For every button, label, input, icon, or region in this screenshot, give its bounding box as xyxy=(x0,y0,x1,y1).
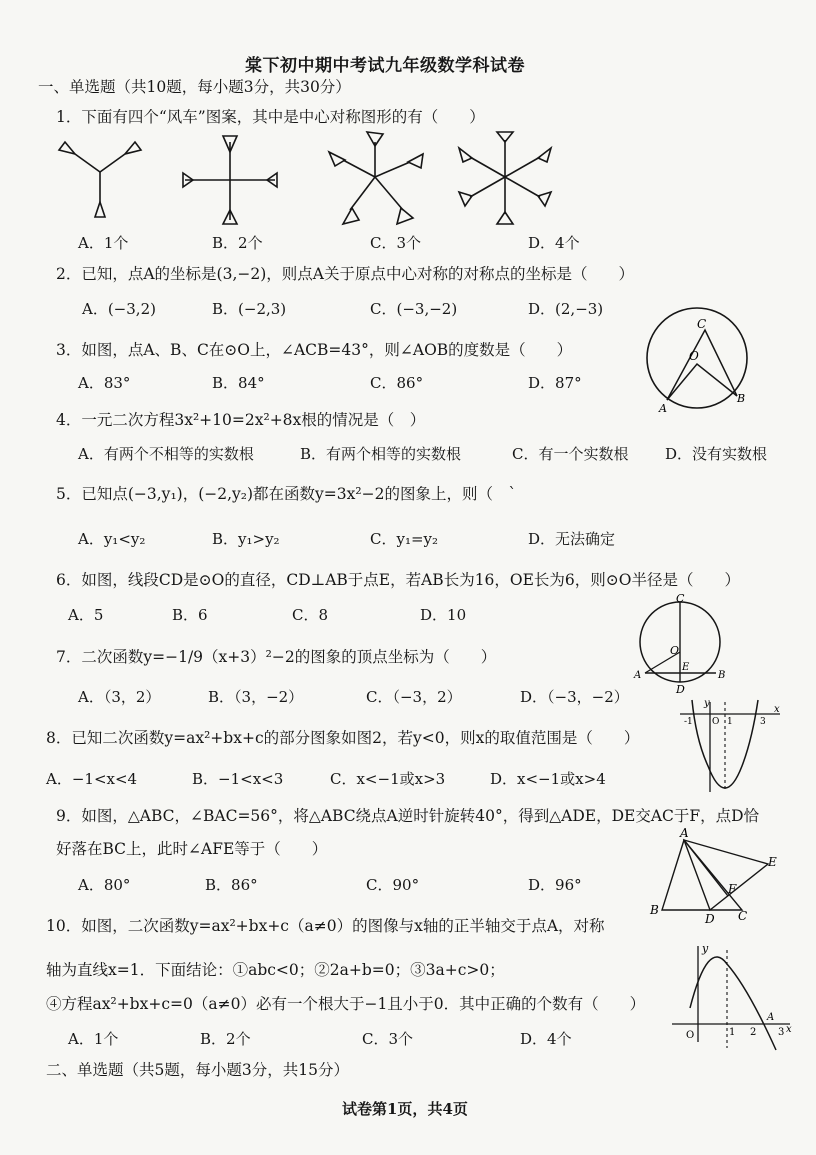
q1-option-b: B．2个 xyxy=(212,234,263,252)
q10-option-a: A．1个 xyxy=(68,1030,119,1048)
q10-label-y: y xyxy=(702,942,709,955)
q8-option-c: C．x<−1或x>3 xyxy=(330,770,446,788)
q1-pinwheel-figures xyxy=(45,132,605,232)
q9-label-d: D xyxy=(705,912,715,926)
q6-label-b: B xyxy=(718,670,726,681)
q5-option-d: D．无法确定 xyxy=(528,530,616,548)
q9-option-b: B．86° xyxy=(205,876,258,894)
q9-label-f: F xyxy=(728,882,737,896)
page-footer: 试卷第1页，共4页 xyxy=(342,1100,468,1118)
q10-label-1: 1 xyxy=(729,1027,736,1038)
q2-option-d: D．(2,−3) xyxy=(528,300,604,318)
q9-stem-line1: 9．如图，△ABC，∠BAC=56°，将△ABC绕点A逆时针旋转40°，得到△ADE，DE交AC于F，点D恰 xyxy=(56,807,760,825)
q4-option-b: B．有两个相等的实数根 xyxy=(300,445,462,463)
q6-label-e: E xyxy=(682,662,690,673)
q10-option-b: B．2个 xyxy=(200,1030,251,1048)
q10-label-o: O xyxy=(686,1030,695,1041)
q10-stem-line1: 10．如图，二次函数y=ax²+bx+c（a≠0）的图像与x轴的正半轴交于点A，对称 xyxy=(46,917,605,935)
q1-option-a: A．1个 xyxy=(78,234,129,252)
q9-option-a: A．80° xyxy=(78,876,131,894)
q5-stem: 5．已知点(−3,y₁)，(−2,y₂)都在函数y=3x²−2的图象上，则（ ` xyxy=(56,485,517,503)
q1-option-c: C．3个 xyxy=(370,234,422,252)
q6-label-a: A xyxy=(634,670,642,681)
q7-option-b: B．（3，−2） xyxy=(208,688,304,706)
q6-option-b: B．6 xyxy=(172,606,208,624)
q5-option-c: C．y₁=y₂ xyxy=(370,530,439,548)
q2-option-b: B．(−2,3) xyxy=(212,300,287,318)
q3-circle-figure xyxy=(645,302,765,422)
q3-label-a: A xyxy=(659,402,667,415)
q9-label-e: E xyxy=(768,855,777,869)
q2-stem: 2．已知，点A的坐标是(3,−2)，则点A关于原点中心对称的对称点的坐标是（ ） xyxy=(56,265,634,283)
q6-circle-figure xyxy=(632,592,742,696)
q8-stem: 8．已知二次函数y=ax²+bx+c的部分图象如图2，若y<0，则x的取值范围是（ ） xyxy=(46,729,640,747)
q4-option-d: D．没有实数根 xyxy=(665,445,768,463)
q5-option-b: B．y₁>y₂ xyxy=(212,530,280,548)
q4-option-c: C．有一个实数根 xyxy=(512,445,629,463)
q8-label-m1: -1 xyxy=(684,717,693,727)
q6-label-c: C xyxy=(676,592,685,605)
q6-label-d: D xyxy=(676,683,685,696)
q1-option-d: D．4个 xyxy=(528,234,580,252)
q6-option-d: D．10 xyxy=(420,606,467,624)
section-2-heading: 二、单选题（共5题，每小题3分，共15分） xyxy=(46,1061,349,1079)
q8-option-a: A．−1<x<4 xyxy=(46,770,138,788)
section-1-heading: 一、单选题（共10题，每小题3分，共30分） xyxy=(38,78,351,96)
q9-label-a: A xyxy=(680,826,689,840)
q2-option-c: C．(−3,−2) xyxy=(370,300,458,318)
q9-option-d: D．96° xyxy=(528,876,582,894)
q3-option-c: C．86° xyxy=(370,374,424,392)
q3-label-c: C xyxy=(697,317,707,331)
page-title: 棠下初中期中考试九年级数学科试卷 xyxy=(245,56,525,76)
q3-option-d: D．87° xyxy=(528,374,582,392)
q8-label-o: O xyxy=(712,717,720,727)
q10-label-3: 3 xyxy=(778,1027,785,1038)
q1-stem: 1．下面有四个“风车”图案，其中是中心对称图形的有（ ） xyxy=(56,108,485,126)
q6-stem: 6．如图，线段CD是⊙O的直径，CD⊥AB于点E，若AB长为16，OE长为6，则⊙O半径是（ ） xyxy=(56,571,740,589)
q6-option-c: C．8 xyxy=(292,606,329,624)
q10-option-d: D．4个 xyxy=(520,1030,572,1048)
q6-option-a: A．5 xyxy=(68,606,104,624)
q10-option-c: C．3个 xyxy=(362,1030,414,1048)
q2-option-a: A．(−3,2) xyxy=(82,300,156,318)
q10-label-x: x xyxy=(786,1024,792,1035)
q3-option-b: B．84° xyxy=(212,374,265,392)
q9-label-b: B xyxy=(650,903,659,917)
q10-stem-line3: ④方程ax²+bx+c=0（a≠0）必有一个根大于−1且小于0．其中正确的个数有（ ） xyxy=(46,995,646,1013)
q9-label-c: C xyxy=(738,909,748,923)
q8-option-b: B．−1<x<3 xyxy=(192,770,284,788)
q3-label-o: O xyxy=(689,349,699,363)
q9-stem-line2: 好落在BC上，此时∠AFE等于（ ） xyxy=(56,840,328,858)
q8-parabola-figure xyxy=(680,700,790,796)
q8-label-1: 1 xyxy=(727,717,733,727)
q5-option-a: A．y₁<y₂ xyxy=(78,530,146,548)
q4-option-a: A．有两个不相等的实数根 xyxy=(78,445,254,463)
q8-label-3: 3 xyxy=(760,717,766,727)
q10-parabola-figure xyxy=(672,942,797,1052)
q7-option-c: C．（−3，2） xyxy=(366,688,462,706)
q9-rotation-figure xyxy=(650,828,785,928)
q8-option-d: D．x<−1或x>4 xyxy=(490,770,606,788)
q10-stem-line2: 轴为直线x=1．下面结论：①abc<0；②2a+b=0；③3a+c>0； xyxy=(46,961,505,979)
q3-option-a: A．83° xyxy=(78,374,131,392)
q10-label-2: 2 xyxy=(750,1027,757,1038)
q4-stem: 4．一元二次方程3x²+10=2x²+8x根的情况是（ ） xyxy=(56,411,426,429)
q3-label-b: B xyxy=(737,392,746,405)
q10-label-a: A xyxy=(767,1012,775,1023)
q3-stem: 3．如图，点A、B、C在⊙O上，∠ACB=43°，则∠AOB的度数是（ ） xyxy=(56,341,573,359)
q7-stem: 7．二次函数y=−1/9（x+3）²−2的图象的顶点坐标为（ ） xyxy=(56,648,497,666)
q7-option-d: D．（−3，−2） xyxy=(520,688,629,706)
q8-label-x: x xyxy=(774,704,780,715)
q7-option-a: A．（3，2） xyxy=(78,688,161,706)
q9-option-c: C．90° xyxy=(366,876,420,894)
q8-label-y: y xyxy=(704,698,710,709)
q6-label-o: O xyxy=(670,644,680,657)
